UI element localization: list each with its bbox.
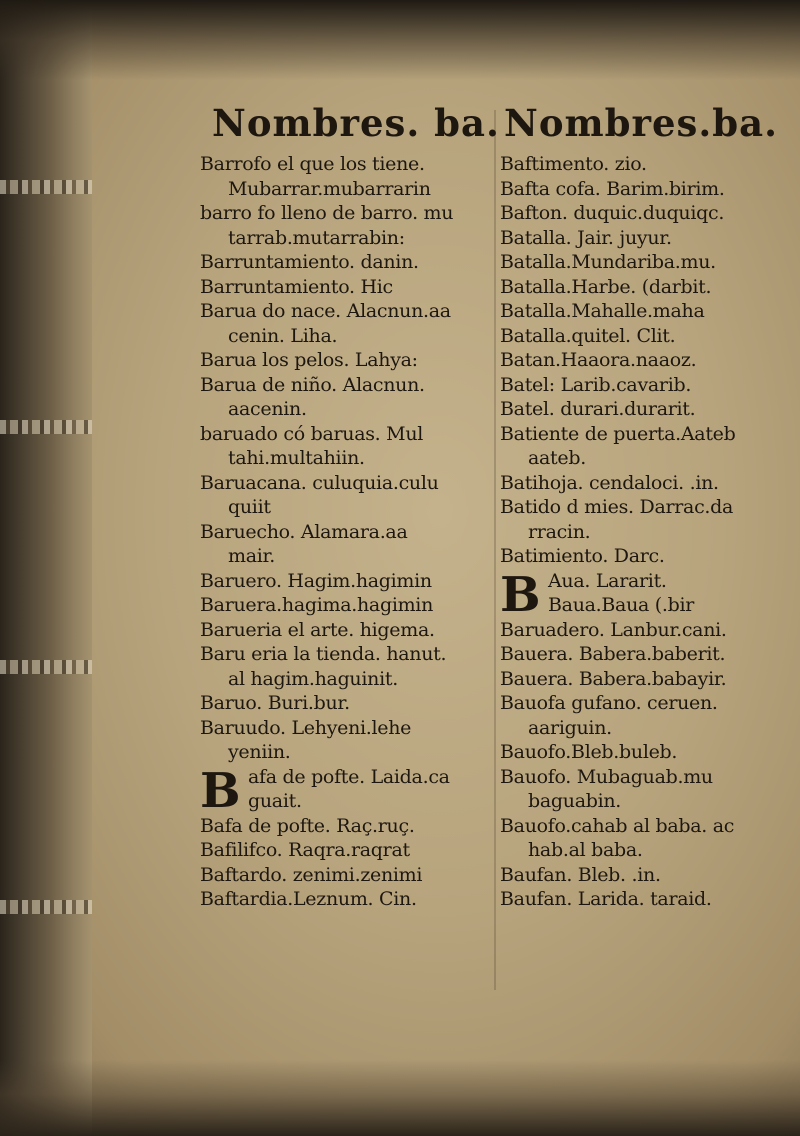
entry-line: Baruero. Hagim.hagimin [200, 569, 432, 592]
entry-line: tarrab.mutarrabin: [228, 226, 405, 249]
entry-line: Baftimento. zio. [500, 153, 647, 175]
entry-line: Batalla.Mahalle.maha [500, 300, 705, 322]
entry-line: hab.al baba. [528, 839, 643, 861]
drop-cap-initial: B [500, 566, 541, 623]
binding-thread [0, 900, 92, 914]
entry-line: Batalla.quitel. Clit. [500, 324, 676, 347]
entry-line: Baru eria la tienda. hanut. [200, 643, 447, 665]
entry-line: Batel. durari.durarit. [500, 398, 696, 420]
book-binding-edge [0, 0, 92, 1136]
entry-line: Batalla.Harbe. (darbit. [500, 275, 712, 298]
entry-line: Bafton. duquic.duquiqc. [500, 202, 725, 224]
entry-line: baruado có baruas. Mul [200, 422, 424, 445]
right-column [500, 100, 790, 912]
entry-line: tahi.multahiin. [228, 447, 365, 469]
entry-line: Baruacana. culuquia.culu [200, 471, 439, 494]
bottom-shadow [0, 1060, 800, 1136]
entry-line: Baruera.hagima.hagimin [200, 594, 434, 616]
entry-line: Baruo. Buri.bur. [200, 692, 350, 714]
entry-line: Barrofo el que los tiene. [200, 153, 425, 175]
entry-line: Bauofo. Mubaguab.mu [500, 765, 713, 788]
entry-line: aacenin. [228, 398, 307, 420]
entry-line: yeniin. [228, 741, 291, 763]
entry-line: Batiente de puerta.Aateb [500, 422, 736, 445]
entry-text: afa de pofte. Laida.ca [248, 765, 450, 788]
entry-line: mair. [228, 545, 275, 567]
entry-line: Batido d mies. Darrac.da [500, 496, 734, 518]
top-shadow [0, 0, 800, 80]
entry-line: rracin. [528, 520, 591, 543]
entry-line: Batalla. Jair. juyur. [500, 226, 672, 249]
entry-line: Bauofo.Bleb.buleb. [500, 741, 678, 763]
entry-line: Baufan. Bleb. .in. [500, 863, 661, 886]
drop-cap-initial: B [200, 762, 241, 819]
entry-line: Baruadero. Lanbur.cani. [500, 618, 727, 641]
entry-line: aateb. [528, 447, 586, 469]
entry-line: Mubarrar.mubarrarin [228, 177, 431, 200]
entry-line: quiit [228, 496, 271, 518]
entry-line: Baufan. Larida. taraid. [500, 888, 712, 910]
entry-line: Bafilifco. Raqra.raqrat [200, 839, 410, 861]
entry-line: Barueria el arte. higema. [200, 618, 435, 641]
entry-line: Bauera. Babera.babayir. [500, 667, 727, 690]
entry-line: Bauofo.cahab al baba. ac [500, 814, 735, 837]
entry-line: Bafta cofa. Barim.birim. [500, 177, 725, 200]
entry-line: barro fo lleno de barro. mu [200, 202, 454, 224]
entry-line: Bauera. Babera.baberit. [500, 643, 726, 665]
entry-line: Baruecho. Alamara.aa [200, 520, 408, 543]
binding-thread [0, 180, 92, 194]
entry-line: cenin. Liha. [228, 324, 338, 347]
entry-line: guait. [248, 790, 302, 812]
entry-line: Baua.Baua (.bir [548, 594, 695, 616]
entry-line: Barua de niño. Alacnun. [200, 373, 425, 396]
left-column-heading: Nombres. ba. [212, 101, 500, 145]
right-column-heading: Nombres.ba. [504, 101, 778, 145]
entry-line: Baruudo. Lehyeni.lehe [200, 716, 412, 739]
entry-line: aariguin. [528, 716, 612, 739]
entry-line: Barruntamiento. danin. [200, 251, 419, 273]
entry-line: Barruntamiento. Hic [200, 275, 393, 298]
left-column [200, 100, 500, 912]
entry-line: Barua los pelos. Lahya: [200, 349, 418, 371]
entry-line: Bauofa gufano. ceruen. [500, 692, 718, 714]
entry-text: Aua. Lararit. [548, 569, 667, 592]
entry-line: Barua do nace. Alacnun.aa [200, 300, 451, 322]
entry-line: al hagim.haguinit. [228, 667, 398, 690]
binding-thread [0, 420, 92, 434]
binding-thread [0, 660, 92, 674]
entry-line: Batihoja. cendaloci. .in. [500, 471, 719, 494]
entry-line: Baftardo. zenimi.zenimi [200, 863, 423, 886]
entry-line: Bafa de pofte. Raç.ruç. [200, 814, 415, 837]
entry-line: Baftardia.Leznum. Cin. [200, 888, 417, 910]
entry-line: Batalla.Mundariba.mu. [500, 251, 716, 273]
entry-line: baguabin. [528, 790, 622, 812]
entry-line: Batel: Larib.cavarib. [500, 373, 692, 396]
entry-line: Batimiento. Darc. [500, 545, 665, 567]
entry-line: Batan.Haaora.naaoz. [500, 349, 697, 371]
